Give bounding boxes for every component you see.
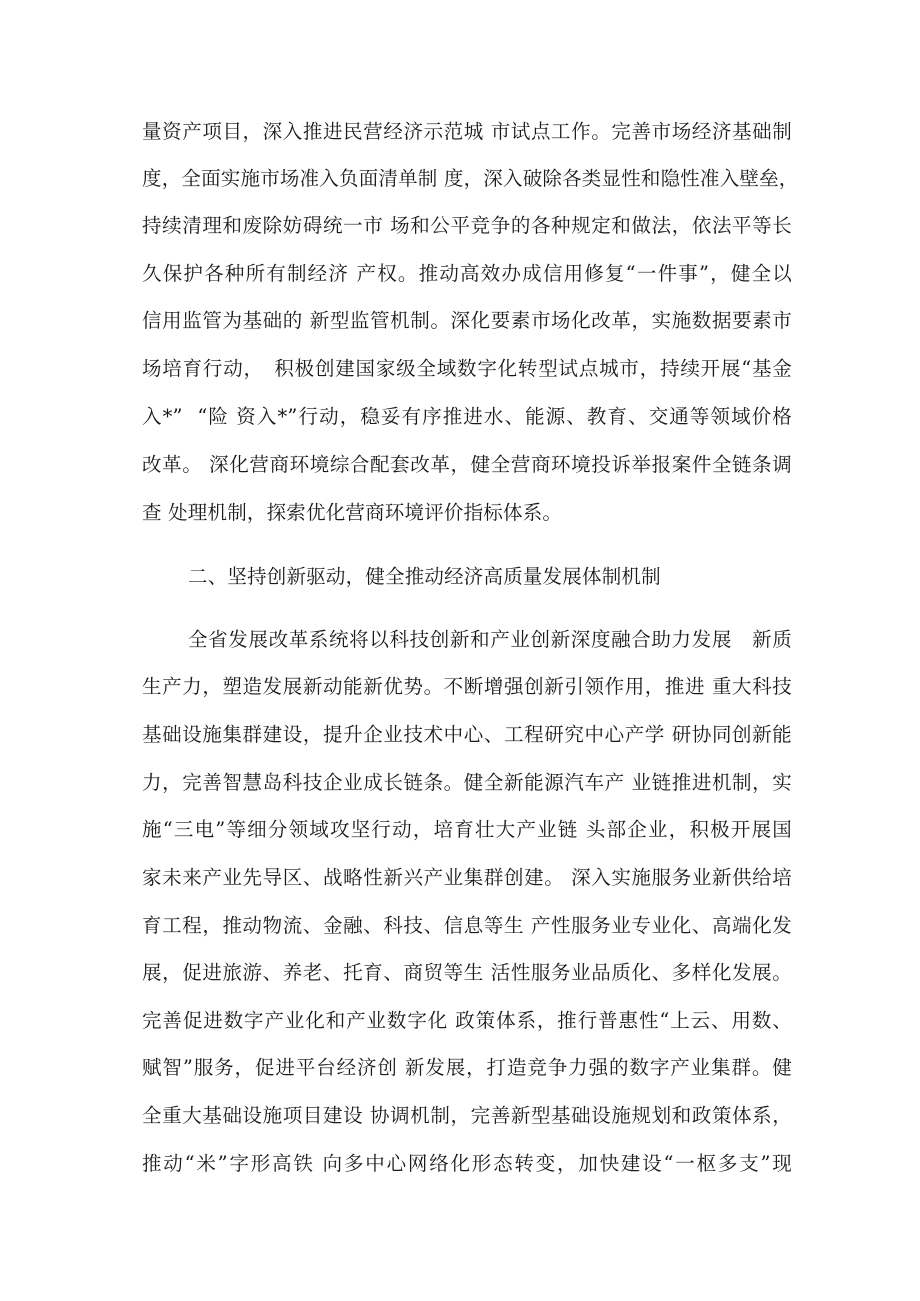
paragraph-2-line: 力，完善智慧岛科技企业成长链条。健全新能源汽车产 业链推进机制，实 xyxy=(142,771,792,794)
section-heading: 二、坚持创新驱动，健全推动经济高质量发展体制机制 xyxy=(188,565,661,588)
paragraph-2-line: 展，促进旅游、养老、托育、商贸等生 活性服务业品质化、多样化发展。 xyxy=(142,961,792,984)
paragraph-1-line: 久保护各种所有制经济 产权。推动高效办成信用修复“一件事”，健全以 xyxy=(142,262,792,285)
paragraph-2-line: 基础设施集群建设，提升企业技术中心、工程研究中心产学 研协同创新能 xyxy=(142,723,792,746)
paragraph-1-line: 持续清理和废除妨碍统一市 场和公平竞争的各种规定和做法，依法平等长 xyxy=(142,214,792,237)
paragraph-2-line: 完善促进数字产业化和产业数字化 政策体系，推行普惠性“上云、用数、 xyxy=(142,1009,792,1032)
paragraph-2-line: 赋智”服务，促进平台经济创 新发展，打造竞争力强的数字产业集群。健 xyxy=(142,1056,792,1079)
paragraph-2-line: 生产力，塑造发展新动能新优势。不断增强创新引领作用，推进 重大科技 xyxy=(142,675,792,698)
paragraph-2-line: 全重大基础设施项目建设 协调机制，完善新型基础设施规划和政策体系， xyxy=(142,1104,792,1127)
paragraph-1-line: 度，全面实施市场准入负面清单制 度，深入破除各类显性和隐性准入壁垒， xyxy=(142,167,799,190)
paragraph-2-line: 育工程，推动物流、金融、科技、信息等生 产性服务业专业化、高端化发 xyxy=(142,914,792,937)
paragraph-1-line: 入*” “险 资入*”行动，稳妥有序推进水、能源、教育、交通等领域价格 xyxy=(142,405,792,428)
paragraph-2-line: 全省发展改革系统将以科技创新和产业创新深度融合助力发展 新质 xyxy=(188,628,792,651)
paragraph-1-line: 场培育行动， 积极创建国家级全域数字化转型试点城市，持续开展“基金 xyxy=(142,357,792,380)
paragraph-1-line: 量资产项目，深入推进民营经济示范城 市试点工作。完善市场经济基础制 xyxy=(142,120,792,143)
paragraph-2-line: 推动“米”字形高铁 向多中心网络化形态转变，加快建设“一枢多支”现 xyxy=(142,1152,792,1175)
paragraph-1-line: 查 处理机制，探索优化营商环境评价指标体系。 xyxy=(142,501,563,524)
paragraph-1-line: 改革。 深化营商环境综合配套改革，健全营商环境投诉举报案件全链条调 xyxy=(142,453,792,476)
paragraph-2-line: 施“三电”等细分领域攻坚行动，培育壮大产业链 头部企业，积极开展国 xyxy=(142,818,792,841)
paragraph-1-line: 信用监管为基础的 新型监管机制。深化要素市场化改革，实施数据要素市 xyxy=(142,309,792,332)
paragraph-2-line: 家未来产业先导区、战略性新兴产业集群创建。 深入实施服务业新供给培 xyxy=(142,866,792,889)
